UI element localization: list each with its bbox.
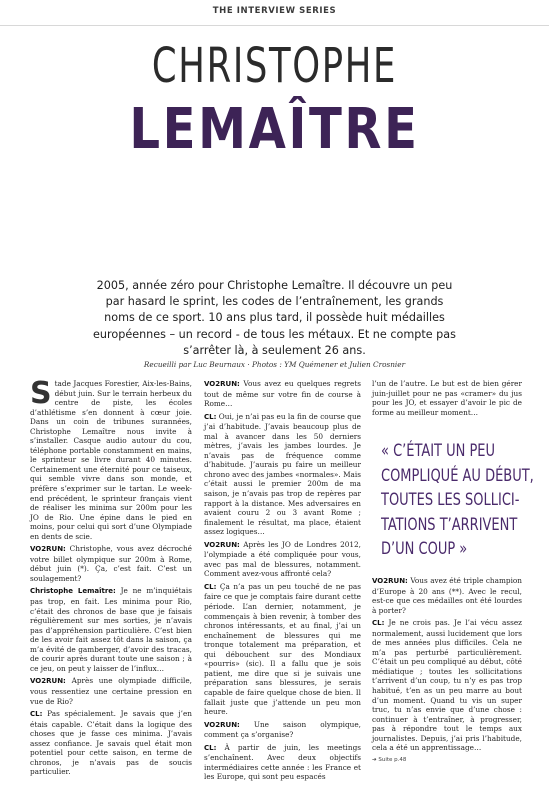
question xyxy=(372,576,522,615)
header-divider xyxy=(0,25,549,26)
continued-text: l’un de l’autre. Le but est de bien gérer juin-juillet pour ne pas «cramer» du jus pour les JO, et essayer d’avoir le pic de forme au meilleur moment… xyxy=(372,379,522,417)
answer-label: Christophe Lemaître: xyxy=(30,587,116,596)
answer-label: CL: xyxy=(204,582,217,591)
question-label: VO2RUN: xyxy=(204,540,240,549)
answer-text: À partir de juin, les meetings s’enchaînent. Avec deux objectifs intermédiaires cette année : les France et les Europe, qui sont peu espacés xyxy=(204,742,361,782)
answer xyxy=(204,743,361,782)
answer-text: Ça n’a pas un peu touché de ne pas faire ce que je comptais faire durant cette période. L’an dernier, notamment, je commençais à bien revenir, à tomber des chronos intéressants, et au final, j’ai un enchaînement de blessures qui me tronque totalement ma préparation, et qui débouchent sur des Mondiaux «pourris» (sic). Il a fallu que je sois patient, me dire que si je suivais une préparation sans blessures, je serais capable de faire quelque chose de bien. Il fallait juste que j’attende un peu mon heure. xyxy=(204,581,361,717)
series-label: THE INTERVIEW SERIES xyxy=(212,6,337,16)
answer xyxy=(372,618,522,753)
pull-quote-line: « C’ÉTAIT UN PEU xyxy=(381,441,496,461)
article-column-3-bottom xyxy=(372,576,522,765)
article-column-2 xyxy=(204,379,361,785)
question-text: Une saison olympique, comment ça s’organise? xyxy=(204,719,361,740)
question-label: VO2RUN: xyxy=(204,720,240,729)
question-text: Vous avez eu quelques regrets tout de même sur votre fin de course à Rome… xyxy=(204,379,361,409)
question-label: VO2RUN: xyxy=(372,577,408,585)
pull-quote-line: TATIONS T’ARRIVENT xyxy=(381,514,518,535)
question-label: VO2RUN: xyxy=(30,677,66,686)
question xyxy=(30,544,192,583)
answer-text: Pas spécialement. Je savais que j’en étais capable. C’était dans la logique des choses que je fasse ces minima. J’avais assez confiance. Je savais quel était mon potentiel pour cette saison, en terme de chronos, je n’avais pas de soucis particulier. xyxy=(30,709,192,777)
title-last-name: LEMAÎTRE xyxy=(129,97,420,162)
answer-label: CL: xyxy=(30,710,43,719)
answer-label: CL: xyxy=(204,743,217,752)
question-text: Après les JO de Londres 2012, l’olympiade a été compliquée pour vous, avec pas mal de blessures, notamment. Comment avez-vous affronté cela? xyxy=(204,539,361,579)
question-text: Vous avez été triple champion d’Europe à 20 ans (**). Avec le recul, est-ce que ces médailles ont été lourdes à porter? xyxy=(372,576,522,615)
drop-cap: S xyxy=(30,376,52,411)
title-first-name: CHRISTOPHE xyxy=(151,38,398,94)
pull-quote-line: D’UN COUP » xyxy=(381,539,468,559)
article-column-3-top xyxy=(372,379,522,420)
answer xyxy=(30,709,192,777)
answer-text: Je ne crois pas. Je l’ai vécu assez normalement, aussi lucidement que lors de mes années plus difficiles. Cela ne m’a pas perturbé particulièrement. C’était un peu compliqué au début, côté médiatique ; toutes les sollicitations t’arrivent d’un coup, tu n’y es pas trop habitué, t’en as un peu marre au bout d’un moment. Quand tu vis un super truc, tu n’as envie que d’une chose : continuer à t’entraîner, à progresser, pas à répondre tout le temps aux journalistes. Depuis, j’ai pris l’habitude, cela a été un apprentissage… xyxy=(372,618,522,753)
pull-quote xyxy=(381,439,534,562)
question-text: Christophe, vous avez décroché votre billet olympique sur 200m à Rome, début juin (*). Ça, c’est fait. C’est un soulagement? xyxy=(30,544,192,583)
credit-line: Recueilli par Luc Beurnaux · Photos : YM Quémener et Julien Crosnier xyxy=(143,360,406,369)
answer xyxy=(204,412,361,537)
question xyxy=(30,676,192,706)
answer-label: CL: xyxy=(204,412,217,421)
answer-text: Je ne m’inquiétais pas trop, en fait. Les minima pour Rio, c’était des chronos de base que je faisais régulièrement sur mes sorties, je n’avais pas d’appréhension particulière. C’est bien de les avoir fait assez tôt dans la saison, ça m’a évité de gamberger, d’avoir des tracas, de courir après durant toute une saison ; à ce jeu, on peut y laisser de l’influx… xyxy=(30,586,192,673)
answer xyxy=(204,582,361,717)
answer xyxy=(30,586,192,673)
answer-text: Oui, je n’ai pas eu la fin de course que j’ai d’habitude. J’avais beaucoup plus de mal à avancer dans les 50 derniers mètres, j’avais les jambes lourdes. Je n’avais pas de fréquence comme d’habitude. J’aurais pu faire un meilleur chrono avec des jambes «normales». Mais c’était aussi le premier 200m de ma saison, je n’avais pas trop de repères par rapport à la distance. Mes adversaires en avaient couru 2 ou 3 avant Rome ; finalement le résultat, ma place, étaient assez logiques… xyxy=(204,411,361,537)
question-label: VO2RUN: xyxy=(204,380,240,388)
intro-paragraph: 2005, année zéro pour Christophe Lemaître. Il découvre un peu par hasard le sprint, les codes de l’entraînement, les grands noms de ce sport. 10 ans plus tard, il possède huit médailles européennes – un record - de tous les métaux. Et ne compte pas s’arrêter là, à seulement 26 ans. xyxy=(93,279,456,357)
pull-quote-line: COMPLIQUÉ AU DÉBUT, xyxy=(381,465,534,486)
question xyxy=(204,540,361,579)
question-text: Après une olympiade difficile, vous ressentiez une certaine pression en vue de Rio? xyxy=(30,676,192,706)
header-bar xyxy=(0,0,549,26)
lead-text: tade Jacques Forestier, Aix-les-Bains, début juin. Sur le terrain herbeux du centre de piste, les écoles d’athlétisme s’en donnent à cœur joie. Dans un coin de tribunes surannées, Christophe Lemaître nous invite à s’installer. Casque audio autour du cou, téléphone portable constamment en mains, le sprinteur se livre durant 40 minutes. Certainement une éternité pour ce taiseux, qui semble vivre dans son monde, et préfère s’exprimer sur le tartan. Le week-end précédent, le sprinteur français vient de réaliser les minima sur 200m pour les JO de Rio. Une épine dans le pied en moins, pour celui qui sort d’une Olympiade en dents de scie. xyxy=(30,379,192,541)
pull-quote-line: TOUTES LES SOLLICI- xyxy=(381,490,520,510)
answer-label: CL: xyxy=(372,619,385,628)
question-label: VO2RUN: xyxy=(30,545,66,554)
question xyxy=(204,379,361,409)
question xyxy=(204,720,361,740)
lead-paragraph xyxy=(30,376,192,541)
continued-on-page: ➔ Suite p.48 xyxy=(372,756,407,763)
article-column-1 xyxy=(30,376,192,780)
